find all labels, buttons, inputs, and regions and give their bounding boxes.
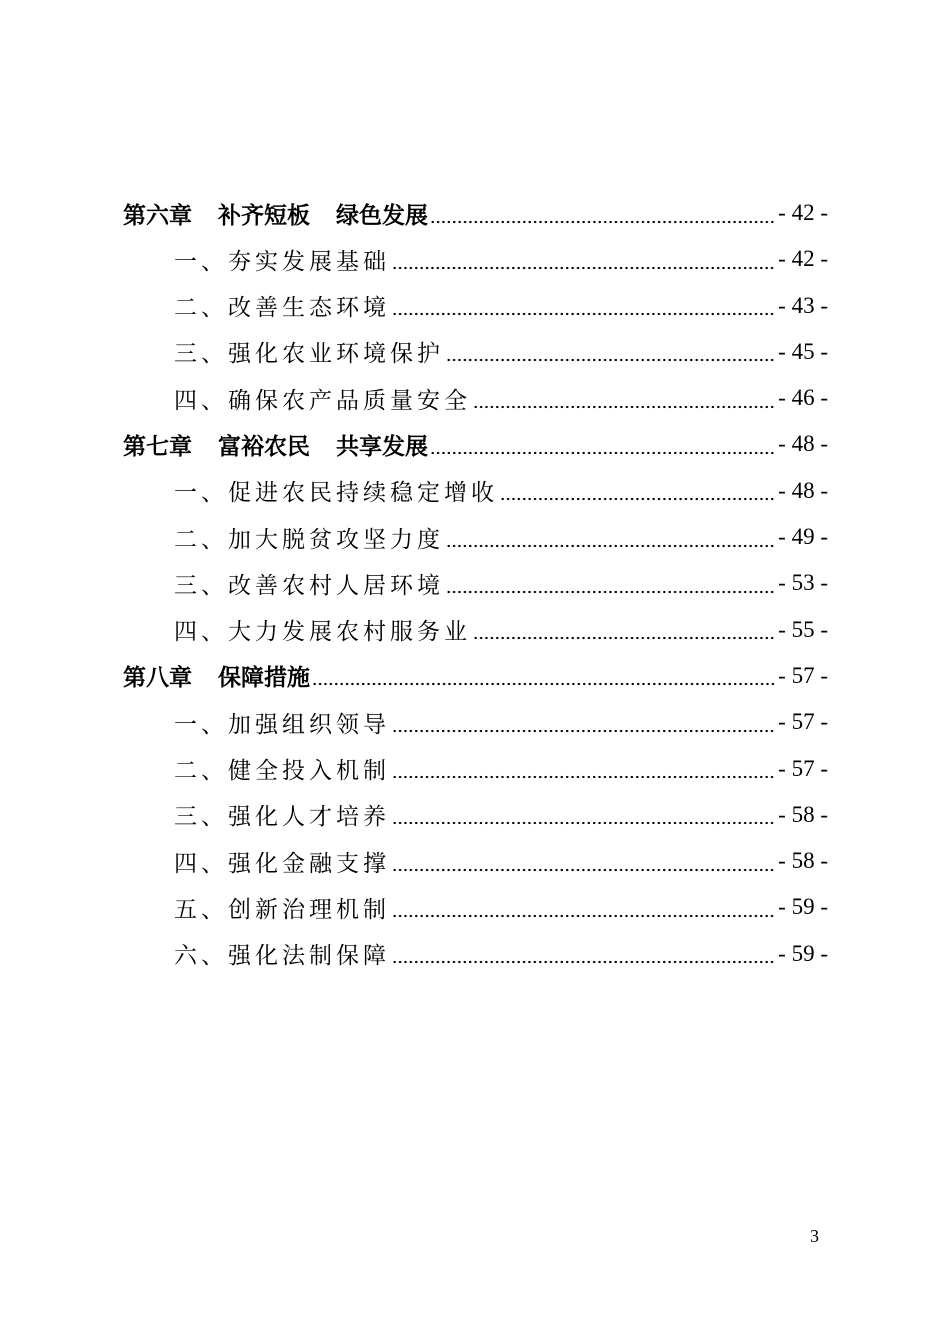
toc-entry-label: 第八章 [123,665,192,692]
toc-entry-text: 加强组织领导 [228,711,390,738]
toc-section-entry[interactable] [0,329,950,375]
toc-dot-leader [446,526,776,549]
toc-entry-title [174,891,390,924]
toc-entry-text: 改善农村人居环境 [228,572,444,599]
toc-section-entry[interactable] [0,236,950,282]
toc-dot-leader [430,202,776,225]
toc-entry-title [174,289,390,322]
toc-entry-label: 二、 [174,295,228,322]
toc-entry-title [174,752,390,785]
toc-page-number: - 55 - [778,616,828,642]
toc-entry-label: 二、 [174,526,228,553]
toc-entry-text: 富裕农民 [218,433,310,460]
toc-entry-label: 二、 [174,758,228,785]
toc-entry-title [174,567,444,600]
toc-dot-leader [473,618,776,641]
toc-entry-title [123,659,310,692]
toc-entry-label: 第七章 [123,433,192,460]
toc-entry-text: 加大脱贫攻坚力度 [228,526,444,553]
toc-entry-title [174,243,390,276]
toc-page-number: - 57 - [778,662,828,688]
toc-dot-leader [473,387,776,410]
toc-entry-label: 五、 [174,896,228,923]
table-of-contents [0,190,950,977]
toc-entry-text: 健全投入机制 [228,758,390,785]
toc-dot-leader [392,757,776,780]
toc-page-number: - 43 - [778,292,828,318]
toc-entry-label: 六、 [174,943,228,970]
toc-page-number: - 49 - [778,524,828,550]
toc-page-number: - 57 - [778,755,828,781]
toc-entry-text-secondary: 绿色发展 [336,202,428,229]
toc-section-entry[interactable] [0,746,950,792]
toc-dot-leader [430,433,776,456]
toc-dot-leader [392,896,776,919]
toc-entry-text: 强化人才培养 [228,804,390,831]
toc-page-number: - 48 - [778,431,828,457]
toc-chapter-entry[interactable] [0,190,950,236]
toc-entry-title [174,845,390,878]
toc-entry-label: 一、 [174,711,228,738]
toc-page-number: - 42 - [778,246,828,272]
toc-chapter-entry[interactable] [0,653,950,699]
toc-entry-text-secondary: 共享发展 [336,433,428,460]
toc-dot-leader [392,711,776,734]
toc-entry-text: 强化农业环境保护 [228,341,444,368]
toc-dot-leader [392,248,776,271]
toc-section-entry[interactable] [0,607,950,653]
toc-section-entry[interactable] [0,375,950,421]
toc-entry-label: 一、 [174,480,228,507]
toc-entry-text: 强化金融支撑 [228,850,390,877]
toc-dot-leader [500,479,776,502]
toc-section-entry[interactable] [0,560,950,606]
toc-entry-text: 促进农民持续稳定增收 [228,480,498,507]
toc-section-entry[interactable] [0,838,950,884]
toc-page-number: - 53 - [778,570,828,596]
toc-page-number: - 59 - [778,940,828,966]
toc-entry-text: 大力发展农村服务业 [228,619,471,646]
toc-section-entry[interactable] [0,699,950,745]
toc-dot-leader [392,803,776,826]
toc-dot-leader [446,340,776,363]
toc-section-entry[interactable] [0,931,950,977]
toc-entry-title [174,382,471,415]
toc-entry-title [123,197,428,230]
toc-entry-label: 三、 [174,804,228,831]
toc-entry-title [174,798,390,831]
toc-page-number: - 46 - [778,385,828,411]
toc-page-number: - 58 - [778,848,828,874]
toc-page-number: - 45 - [778,338,828,364]
toc-entry-text: 改善生态环境 [228,295,390,322]
toc-entry-text: 确保农产品质量安全 [228,387,471,414]
toc-page-number: - 57 - [778,709,828,735]
toc-chapter-entry[interactable] [0,421,950,467]
toc-entry-text: 夯实发展基础 [228,248,390,275]
toc-section-entry[interactable] [0,283,950,329]
toc-entry-text: 创新治理机制 [228,896,390,923]
toc-entry-title [123,428,428,461]
toc-section-entry[interactable] [0,884,950,930]
toc-dot-leader [312,664,776,687]
page-number: 3 [810,1226,819,1246]
toc-page-number: - 48 - [778,477,828,503]
toc-entry-title [174,335,444,368]
toc-section-entry[interactable] [0,468,950,514]
toc-page-number: - 58 - [778,801,828,827]
toc-entry-title [174,706,390,739]
toc-entry-label: 四、 [174,850,228,877]
toc-entry-text: 强化法制保障 [228,943,390,970]
toc-entry-title [174,937,390,970]
toc-entry-text: 保障措施 [218,665,310,692]
toc-dot-leader [446,572,776,595]
toc-entry-label: 三、 [174,572,228,599]
toc-dot-leader [392,294,776,317]
toc-entry-text: 补齐短板 [218,202,310,229]
toc-entry-title [174,521,444,554]
toc-entry-label: 一、 [174,248,228,275]
toc-section-entry[interactable] [0,514,950,560]
toc-dot-leader [392,850,776,873]
toc-section-entry[interactable] [0,792,950,838]
toc-entry-label: 第六章 [123,202,192,229]
toc-entry-title [174,474,498,507]
toc-dot-leader [392,942,776,965]
toc-entry-label: 三、 [174,341,228,368]
toc-entry-label: 四、 [174,619,228,646]
toc-entry-label: 四、 [174,387,228,414]
toc-page-number: - 42 - [778,200,828,225]
toc-entry-title [174,613,471,646]
toc-page-number: - 59 - [778,894,828,920]
